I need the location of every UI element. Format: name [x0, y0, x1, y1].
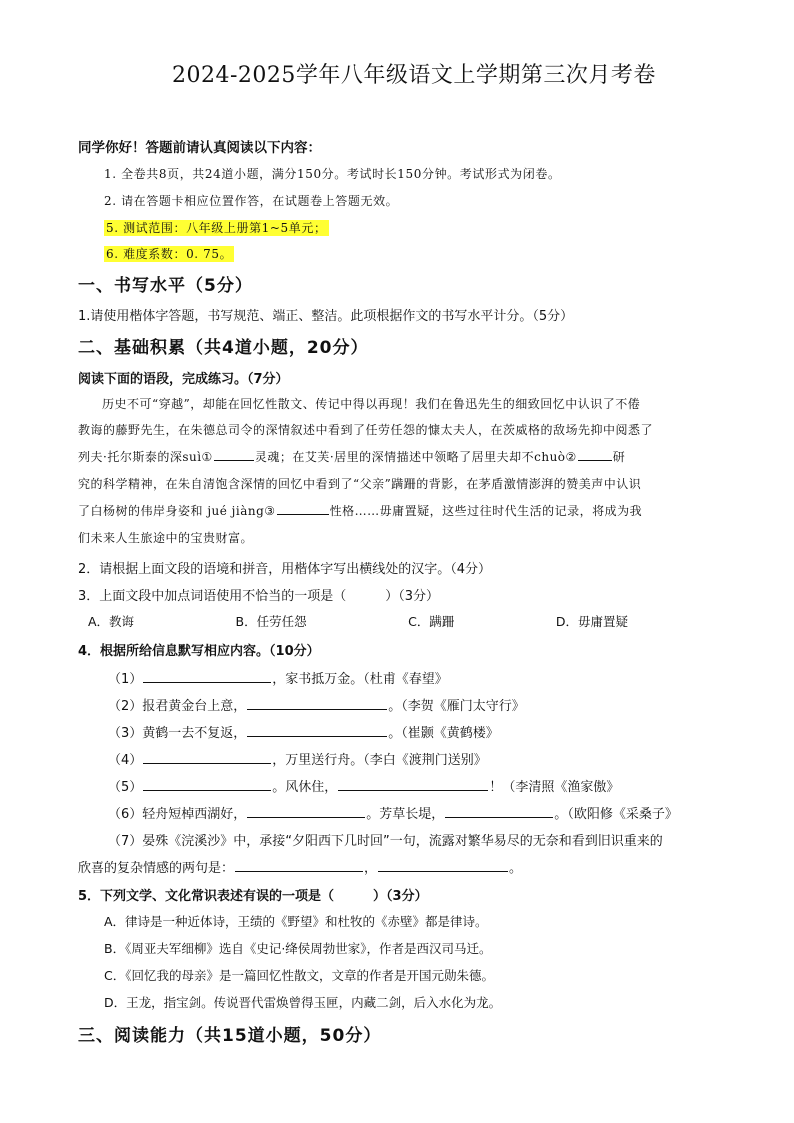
- dictation-text: 。: [509, 861, 523, 876]
- dictation-blank[interactable]: [143, 778, 271, 791]
- dictation-blank[interactable]: [338, 778, 488, 791]
- passage-line-1: 历史不可“穿越”，却能在回忆性散文、传记中得以再现！我们在鲁迅先生的细致回忆中认识了不倦: [102, 397, 641, 411]
- q5-option-b[interactable]: B．《周亚夫军细柳》选自《史记·绛侯周勃世家》，作者是西汉司马迁。: [104, 941, 492, 956]
- rule-difficulty: 6. 难度系数：0. 75。: [106, 247, 233, 261]
- question-1: 1.请使用楷体字答题，书写规范、端正、整洁。此项根据作文的书写水平计分。（5分）: [78, 309, 574, 324]
- passage-line-4: 究的科学精神，在朱自清饱含深情的回忆中看到了“父亲”蹒跚的背影，在茅盾激情澎湃的赞美声中认识: [78, 477, 642, 491]
- q5-option-c[interactable]: C．《回忆我的母亲》是一篇回忆性散文，文章的作者是开国元勋朱德。: [104, 968, 494, 983]
- dictation-blank[interactable]: [378, 859, 508, 872]
- option-b[interactable]: B．任劳任怨: [235, 614, 307, 629]
- dictation-text: ，家书抵万金。: [272, 672, 364, 687]
- dictation-text: 。: [388, 699, 402, 714]
- section-2-heading: 二、基础积累（共4道小题，20分）: [78, 338, 369, 358]
- dictation-source: （李白《渡荆门送别》: [363, 753, 487, 768]
- dictation-source: （杜甫《春望》: [363, 672, 448, 687]
- dictation-source: （李贺《雁门太守行》: [401, 699, 525, 714]
- passage-text: 灵魂；在艾芙·居里的深情描述中领略了居里夫却不chuò②: [254, 450, 577, 464]
- answer-blank-2[interactable]: [578, 448, 612, 461]
- dictation-blank[interactable]: [247, 805, 365, 818]
- dictation-3: [108, 722, 499, 741]
- dictation-label: （6）轻舟短棹西湖好，: [108, 807, 247, 822]
- dictation-text: 。风休住，: [272, 780, 338, 795]
- rule-1: 1. 全卷共8页，共24道小题，满分150分。考试时长150分钟。考试形式为闭卷。: [104, 167, 561, 181]
- dictation-text: ，万里送行舟。: [272, 753, 364, 768]
- option-d[interactable]: D．毋庸置疑: [555, 614, 628, 629]
- dictation-source: （李清照《渔家傲》: [502, 780, 620, 795]
- dictation-1: [108, 668, 448, 687]
- dictation-7-line-1: （7）晏殊《浣溪沙》中，承接“夕阳西下几时回”一句，流露对繁华易尽的无奈和看到旧识重来的: [108, 834, 663, 849]
- dictation-label: （4）: [108, 753, 143, 768]
- dictation-label: （2）报君黄金台上意，: [108, 699, 247, 714]
- passage-text: 列夫·托尔斯泰的深suì①: [78, 450, 213, 464]
- dictation-source: （崔颢《黄鹤楼》: [401, 726, 499, 741]
- dictation-blank[interactable]: [247, 724, 387, 737]
- question-4-heading: 4．根据所给信息默写相应内容。（10分）: [78, 644, 320, 659]
- page-title: 2024-2025学年八年级语文上学期第三次月考卷: [172, 63, 656, 88]
- dictation-blank[interactable]: [143, 670, 271, 683]
- section-3-heading: 三、阅读能力（共15道小题，50分）: [78, 1026, 382, 1046]
- dictation-blank[interactable]: [143, 751, 271, 764]
- passage-text: 性格……毋庸置疑，这些过往时代生活的记录，将成为我: [329, 504, 643, 518]
- passage-line-6: 们未来人生旅途中的宝贵财富。: [78, 531, 254, 545]
- dictation-text: 。: [388, 726, 402, 741]
- dictation-text: ！: [489, 780, 503, 795]
- q5-option-d[interactable]: D．王龙，指宝剑。传说晋代雷焕曾得玉匣，内藏二剑，后入水化为龙。: [104, 995, 502, 1010]
- q5-option-a[interactable]: A．律诗是一种近体诗，王绩的《野望》和杜牧的《赤壁》都是律诗。: [104, 914, 488, 929]
- question-3-options: [88, 612, 628, 630]
- passage-line-3: [78, 448, 718, 465]
- dictation-source: （欧阳修《采桑子》: [567, 807, 678, 822]
- dictation-6: [108, 803, 678, 822]
- dictation-blank[interactable]: [235, 859, 363, 872]
- dictation-label: （3）黄鹤一去不复返，: [108, 726, 247, 741]
- answer-blank-1[interactable]: [214, 448, 254, 461]
- dictation-blank[interactable]: [445, 805, 553, 818]
- dictation-7-line-2: [78, 857, 522, 876]
- dictation-2: [108, 695, 525, 714]
- reading-heading: 阅读下面的语段，完成练习。（7分）: [78, 372, 289, 387]
- dictation-label: （1）: [108, 672, 143, 687]
- rule-2: 2. 请在答题卡相应位置作答，在试题卷上答题无效。: [104, 194, 399, 208]
- question-2: 2．请根据上面文段的语境和拼音，用楷体字写出横线处的汉字。（4分）: [78, 562, 492, 577]
- question-3: 3．上面文段中加点词语使用不恰当的一项是（ ）（3分）: [78, 589, 440, 604]
- passage-line-5: [78, 502, 718, 519]
- dictation-label: （5）: [108, 780, 143, 795]
- section-1-heading: 一、书写水平（5分）: [78, 276, 253, 296]
- question-5-heading: 5．下列文学、文化常识表述有误的一项是（ ）（3分）: [78, 889, 428, 904]
- dictation-5: [108, 776, 619, 795]
- rule-scope: 5. 测试范围：八年级上册第1~5单元；: [106, 221, 327, 235]
- dictation-text: 欣喜的复杂情感的两句是：: [78, 861, 235, 876]
- passage-text: 了白杨树的伟岸身姿和 jué jiàng③: [78, 504, 276, 518]
- option-c[interactable]: C．蹒跚: [408, 614, 455, 629]
- dictation-text: 。芳草长堤，: [366, 807, 445, 822]
- dictation-text: ，: [364, 861, 378, 876]
- passage-text: 研: [612, 450, 626, 464]
- dictation-text: 。: [554, 807, 568, 822]
- passage-line-2: 教诲的藤野先生，在朱德总司令的深情叙述中看到了任劳任怨的慷太夫人，在茨威格的敌场先抑中阅悉了: [78, 423, 654, 437]
- dictation-4: [108, 749, 487, 768]
- notice-heading: 同学你好！答题前请认真阅读以下内容：: [78, 140, 321, 156]
- dictation-blank[interactable]: [247, 697, 387, 710]
- answer-blank-3[interactable]: [277, 502, 329, 515]
- option-a[interactable]: A．教诲: [88, 614, 135, 629]
